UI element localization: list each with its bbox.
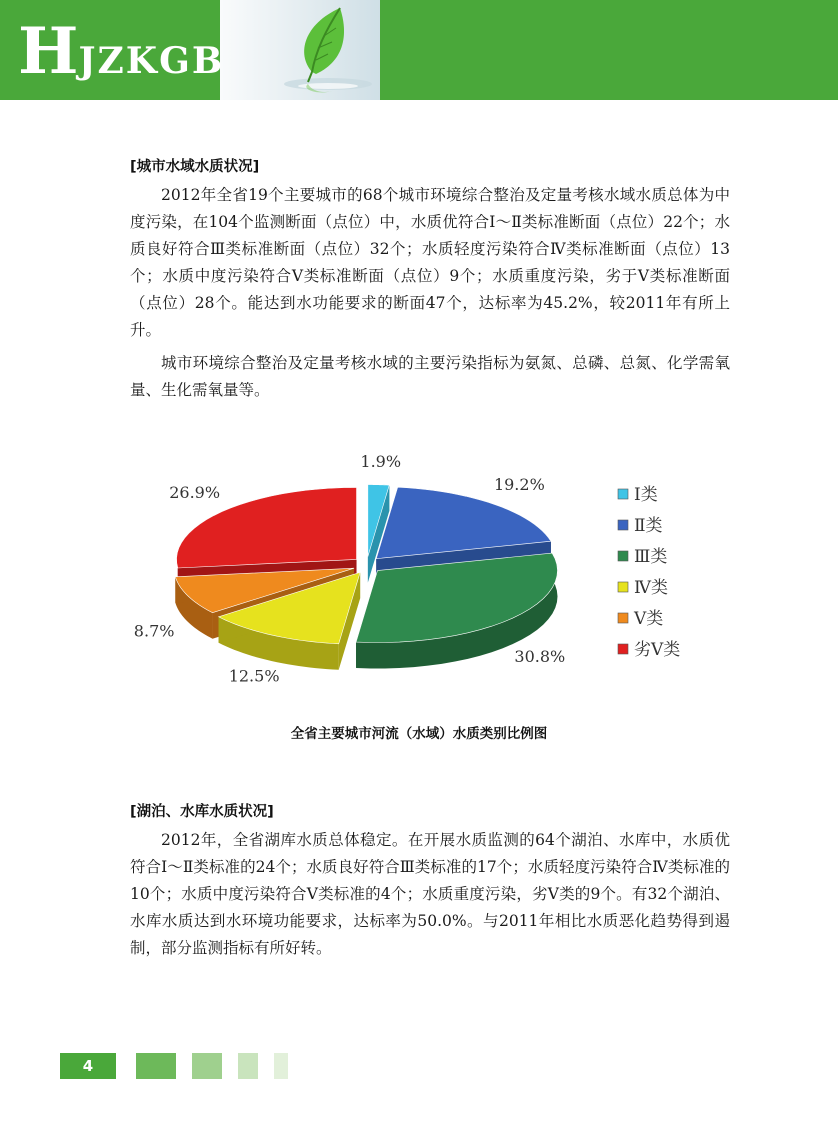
leaf-icon bbox=[282, 2, 378, 98]
legend-label: 劣Ⅴ类 bbox=[634, 640, 681, 660]
logo-letter: H bbox=[18, 14, 79, 89]
chart-caption: 全省主要城市河流（水域）水质类别比例图 bbox=[290, 726, 548, 742]
legend-swatch bbox=[618, 644, 628, 654]
pie-data-label: 30.8% bbox=[514, 646, 566, 666]
footer-block bbox=[192, 1053, 222, 1079]
section-title: [湖泊、水库水质状况] bbox=[130, 804, 274, 820]
legend-swatch bbox=[618, 489, 628, 499]
pie-data-label: 12.5% bbox=[228, 666, 280, 686]
footer bbox=[0, 1053, 838, 1083]
paragraph: 2012年全省19个主要城市的68个城市环境综合整治及定量考核水域水质总体为中度污染，在104个监测断面（点位）中，水质优符合Ⅰ～Ⅱ类标准断面（点位）22个；水质良好符合Ⅲ类标准断面（点位）32个；水质轻度污染符合Ⅳ类标准断面（点位）13个；水质中度污染符合Ⅴ类标准断面（点位）9个；水质重度污染，劣于Ⅴ类标准断面（点位）28个。能达到水功能要求的断面47个，达标率为45.2%，较2011年有所上升。 bbox=[130, 186, 730, 339]
pie-chart-svg bbox=[130, 452, 730, 710]
legend-label: Ⅳ类 bbox=[634, 578, 668, 598]
pie-data-label: 1.9% bbox=[360, 452, 402, 472]
logo bbox=[18, 14, 224, 89]
paragraph: 2012年，全省湖库水质总体稳定。在开展水质监测的64个湖泊、水库中，水质优符合Ⅰ～Ⅱ类标准的24个；水质良好符合Ⅲ类标准的17个；水质轻度污染符合Ⅳ类标准的10个；水质中度污染符合Ⅴ类标准的4个；水质重度污染，劣Ⅴ类的9个。有32个湖泊、水库水质达到水环境功能要求，达标率为50.0%。与2011年相比水质恶化趋势得到遏制，部分监测指标有所好转。 bbox=[130, 831, 730, 957]
paragraph: 城市环境综合整治及定量考核水域的主要污染指标为氨氮、总磷、总氮、化学需氧量、生化需氧量等。 bbox=[130, 354, 730, 399]
legend-label: Ⅲ类 bbox=[634, 547, 668, 567]
pie-data-label: 26.9% bbox=[169, 482, 221, 502]
footer-block bbox=[136, 1053, 176, 1079]
legend-swatch bbox=[618, 520, 628, 530]
legend-label: Ⅴ类 bbox=[634, 609, 664, 629]
pie-data-label: 8.7% bbox=[133, 621, 175, 641]
section-lake-reservoir bbox=[130, 800, 730, 962]
legend-swatch bbox=[618, 613, 628, 623]
legend-swatch bbox=[618, 551, 628, 561]
legend-label: Ⅱ类 bbox=[634, 516, 663, 536]
footer-block bbox=[274, 1053, 288, 1079]
pie-chart bbox=[130, 452, 730, 710]
footer-block bbox=[238, 1053, 258, 1079]
legend-swatch bbox=[618, 582, 628, 592]
pie-data-label: 19.2% bbox=[493, 474, 545, 494]
legend-label: Ⅰ类 bbox=[634, 485, 658, 505]
logo-subtext: JZKGB bbox=[78, 40, 225, 82]
page-number: 4 bbox=[60, 1053, 116, 1079]
section-title: [城市水域水质状况] bbox=[130, 159, 260, 175]
section-city-water bbox=[130, 155, 730, 404]
header-bar bbox=[0, 0, 838, 100]
